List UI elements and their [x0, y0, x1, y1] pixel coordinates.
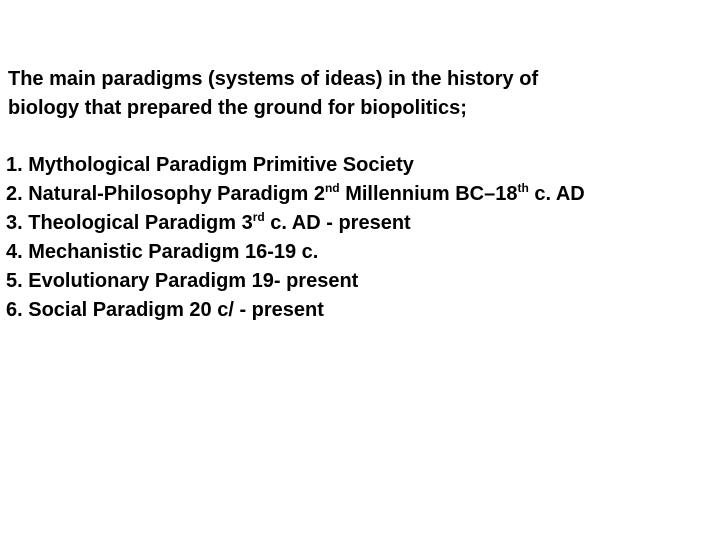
intro-text — [8, 65, 714, 123]
paradigm-item-6-text: 6. Social Paradigm 20 c/ - present — [6, 299, 324, 321]
paradigm-item-5 — [6, 267, 720, 296]
paradigm-item-6 — [6, 296, 720, 325]
paradigm-list — [6, 151, 720, 325]
paradigm-item-3-superscript-rd: rd — [252, 210, 265, 224]
paradigm-item-2-superscript-nd: nd — [324, 181, 340, 195]
paradigm-item-4 — [6, 238, 720, 267]
paradigm-item-2-mid: Millennium BC–18 — [339, 183, 518, 205]
paradigm-item-3-pre: 3. Theological Paradigm 3 — [6, 212, 253, 234]
paradigm-item-2-pre: 2. Natural-Philosophy Paradigm 2 — [6, 183, 325, 205]
paradigm-item-3-post: c. AD - present — [264, 212, 411, 234]
intro-line-1: The main paradigms (systems of ideas) in the history of — [8, 68, 539, 90]
paradigm-item-5-text: 5. Evolutionary Paradigm 19- present — [6, 270, 359, 292]
paradigm-item-1 — [6, 151, 720, 180]
paradigm-item-1-text: 1. Mythological Paradigm Primitive Society — [6, 154, 414, 176]
paradigm-item-2-post: c. AD — [528, 183, 585, 205]
intro-line-2: biology that prepared the ground for biopolitics; — [8, 97, 467, 119]
paradigm-item-4-text: 4. Mechanistic Paradigm 16-19 c. — [6, 241, 319, 263]
paradigm-item-2-superscript-th: th — [517, 181, 529, 195]
paradigm-item-3 — [6, 209, 720, 238]
paradigm-item-2 — [6, 180, 720, 209]
